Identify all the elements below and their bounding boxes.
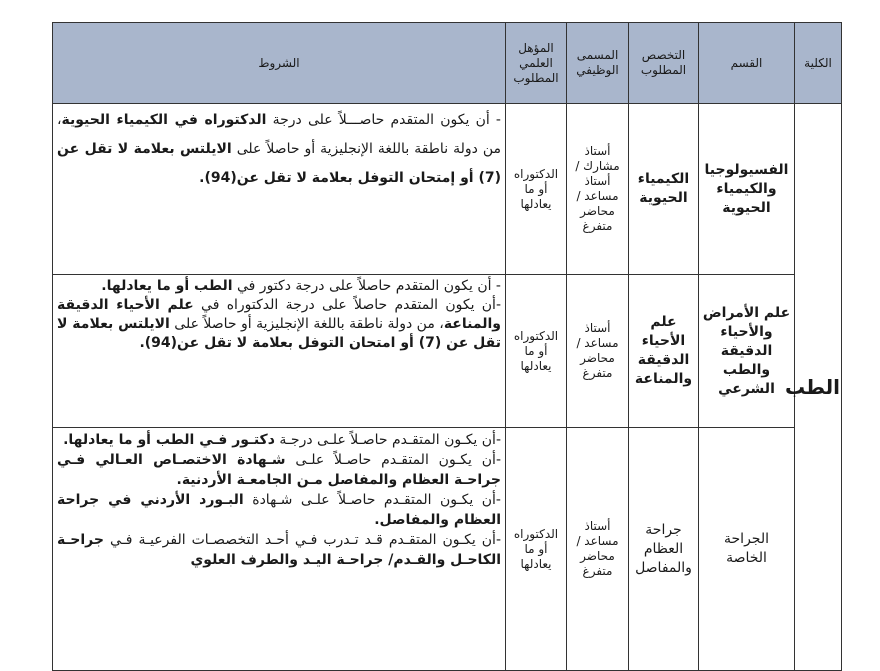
header-job-title: المسمى الوظيفي	[567, 23, 629, 104]
specialization-cell: جراحة العظام والمفاصل	[629, 428, 699, 671]
table-row	[53, 275, 842, 428]
condition-emphasis: دكتـور فـي الطب أو ما يعادلها.	[63, 432, 275, 448]
condition-text: ، من دولة ناطقة باللغة الإنجليزية أو حاصلاً على	[169, 316, 444, 332]
condition-text: -أن يكـون المتقـدم حاصـلاً علـى شـهادة	[243, 492, 501, 508]
condition-paragraph	[57, 530, 501, 570]
header-qualification: المؤهل العلمي المطلوب	[506, 23, 567, 104]
department-cell: الجراحة الخاصة	[699, 428, 795, 671]
condition-text: -أن يكون المتقدم حاصلاً على درجة الدكتوراه في	[193, 297, 501, 313]
job-title-cell: أستاذ مساعد / محاضر متفرغ	[567, 275, 629, 428]
condition-text: - أن يكون المتقدم حاصلاً على درجة دكتور في	[232, 278, 501, 294]
header-row	[53, 23, 842, 104]
condition-paragraph	[57, 450, 501, 490]
specialization-cell: الكيمياء الحيوية	[629, 104, 699, 275]
condition-paragraph	[57, 277, 501, 296]
condition-text: -أن يكـون المتقـدم حاصـلاً علـى درجـة	[274, 432, 501, 448]
condition-paragraph	[57, 490, 501, 530]
department-cell: علم الأمراض والأحياء الدقيقة والطب الشرعي	[699, 275, 795, 428]
condition-text: ، من دولة ناطقة باللغة الإنجليزية أو حاصلاً على	[57, 112, 501, 157]
header-conditions: الشروط	[53, 23, 506, 104]
department-cell: الفسيولوجيا والكيمياء الحيوية	[699, 104, 795, 275]
college-cell: الطب	[795, 104, 842, 671]
job-title-cell: أستاذ مساعد / محاضر متفرغ	[567, 428, 629, 671]
header-college: الكلية	[795, 23, 842, 104]
qualification-cell: الدكتوراه أو ما يعادلها	[506, 275, 567, 428]
job-title-cell: أستاذ مشارك / أستاذ مساعد / محاضر متفرغ	[567, 104, 629, 275]
specialization-cell: علم الأحياء الدقيقة والمناعة	[629, 275, 699, 428]
condition-emphasis: شـهادة الاختصـاص العـالي فـي جراحـة العظام والمفاصل مـن الجامعـة الأردنية.	[57, 452, 501, 488]
table-row	[53, 428, 842, 671]
conditions-cell	[53, 104, 506, 275]
condition-text: - أن يكون المتقدم حاصـــلاً على درجة	[266, 112, 501, 128]
condition-paragraph	[57, 430, 501, 450]
condition-emphasis: الطب أو ما يعادلها.	[101, 278, 233, 294]
conditions-cell	[53, 275, 506, 428]
conditions-cell	[53, 428, 506, 671]
condition-emphasis: الايلتس بعلامة لا تقل عن (7) أو إمتحان التوفل بعلامة لا تقل عن(94).	[57, 141, 501, 186]
condition-text: -أن يكـون المتقـدم قـد تـدرب فـي أحـد التخصصـات الفرعيـة فـي	[103, 532, 501, 548]
condition-emphasis: الايلتس بعلامة لا تقل عن (7) أو امتحان التوفل بعلامة لا تقل عن(94).	[57, 316, 501, 351]
qualification-cell: الدكتوراه أو ما يعادلها	[506, 104, 567, 275]
top-text-fragment	[330, 0, 730, 8]
condition-emphasis: الدكتوراه في الكيمياء الحيوية	[61, 112, 267, 128]
requirements-table	[52, 22, 842, 671]
header-specialization: التخصص المطلوب	[629, 23, 699, 104]
condition-paragraph	[57, 296, 501, 353]
condition-emphasis: البـورد الأردني في جراحة العظام والمفاصل.	[57, 492, 501, 528]
table-row	[53, 104, 842, 275]
qualification-cell: الدكتوراه أو ما يعادلها	[506, 428, 567, 671]
condition-emphasis: جراحـة الكاحـل والقـدم/ جراحـة اليـد والطرف العلوي	[57, 532, 501, 568]
condition-paragraph	[57, 106, 501, 193]
condition-text: -أن يكـون المتقـدم حاصـلاً علـى	[285, 452, 502, 468]
condition-emphasis: علم الأحياء الدقيقة والمناعة	[57, 297, 501, 332]
header-department: القسم	[699, 23, 795, 104]
